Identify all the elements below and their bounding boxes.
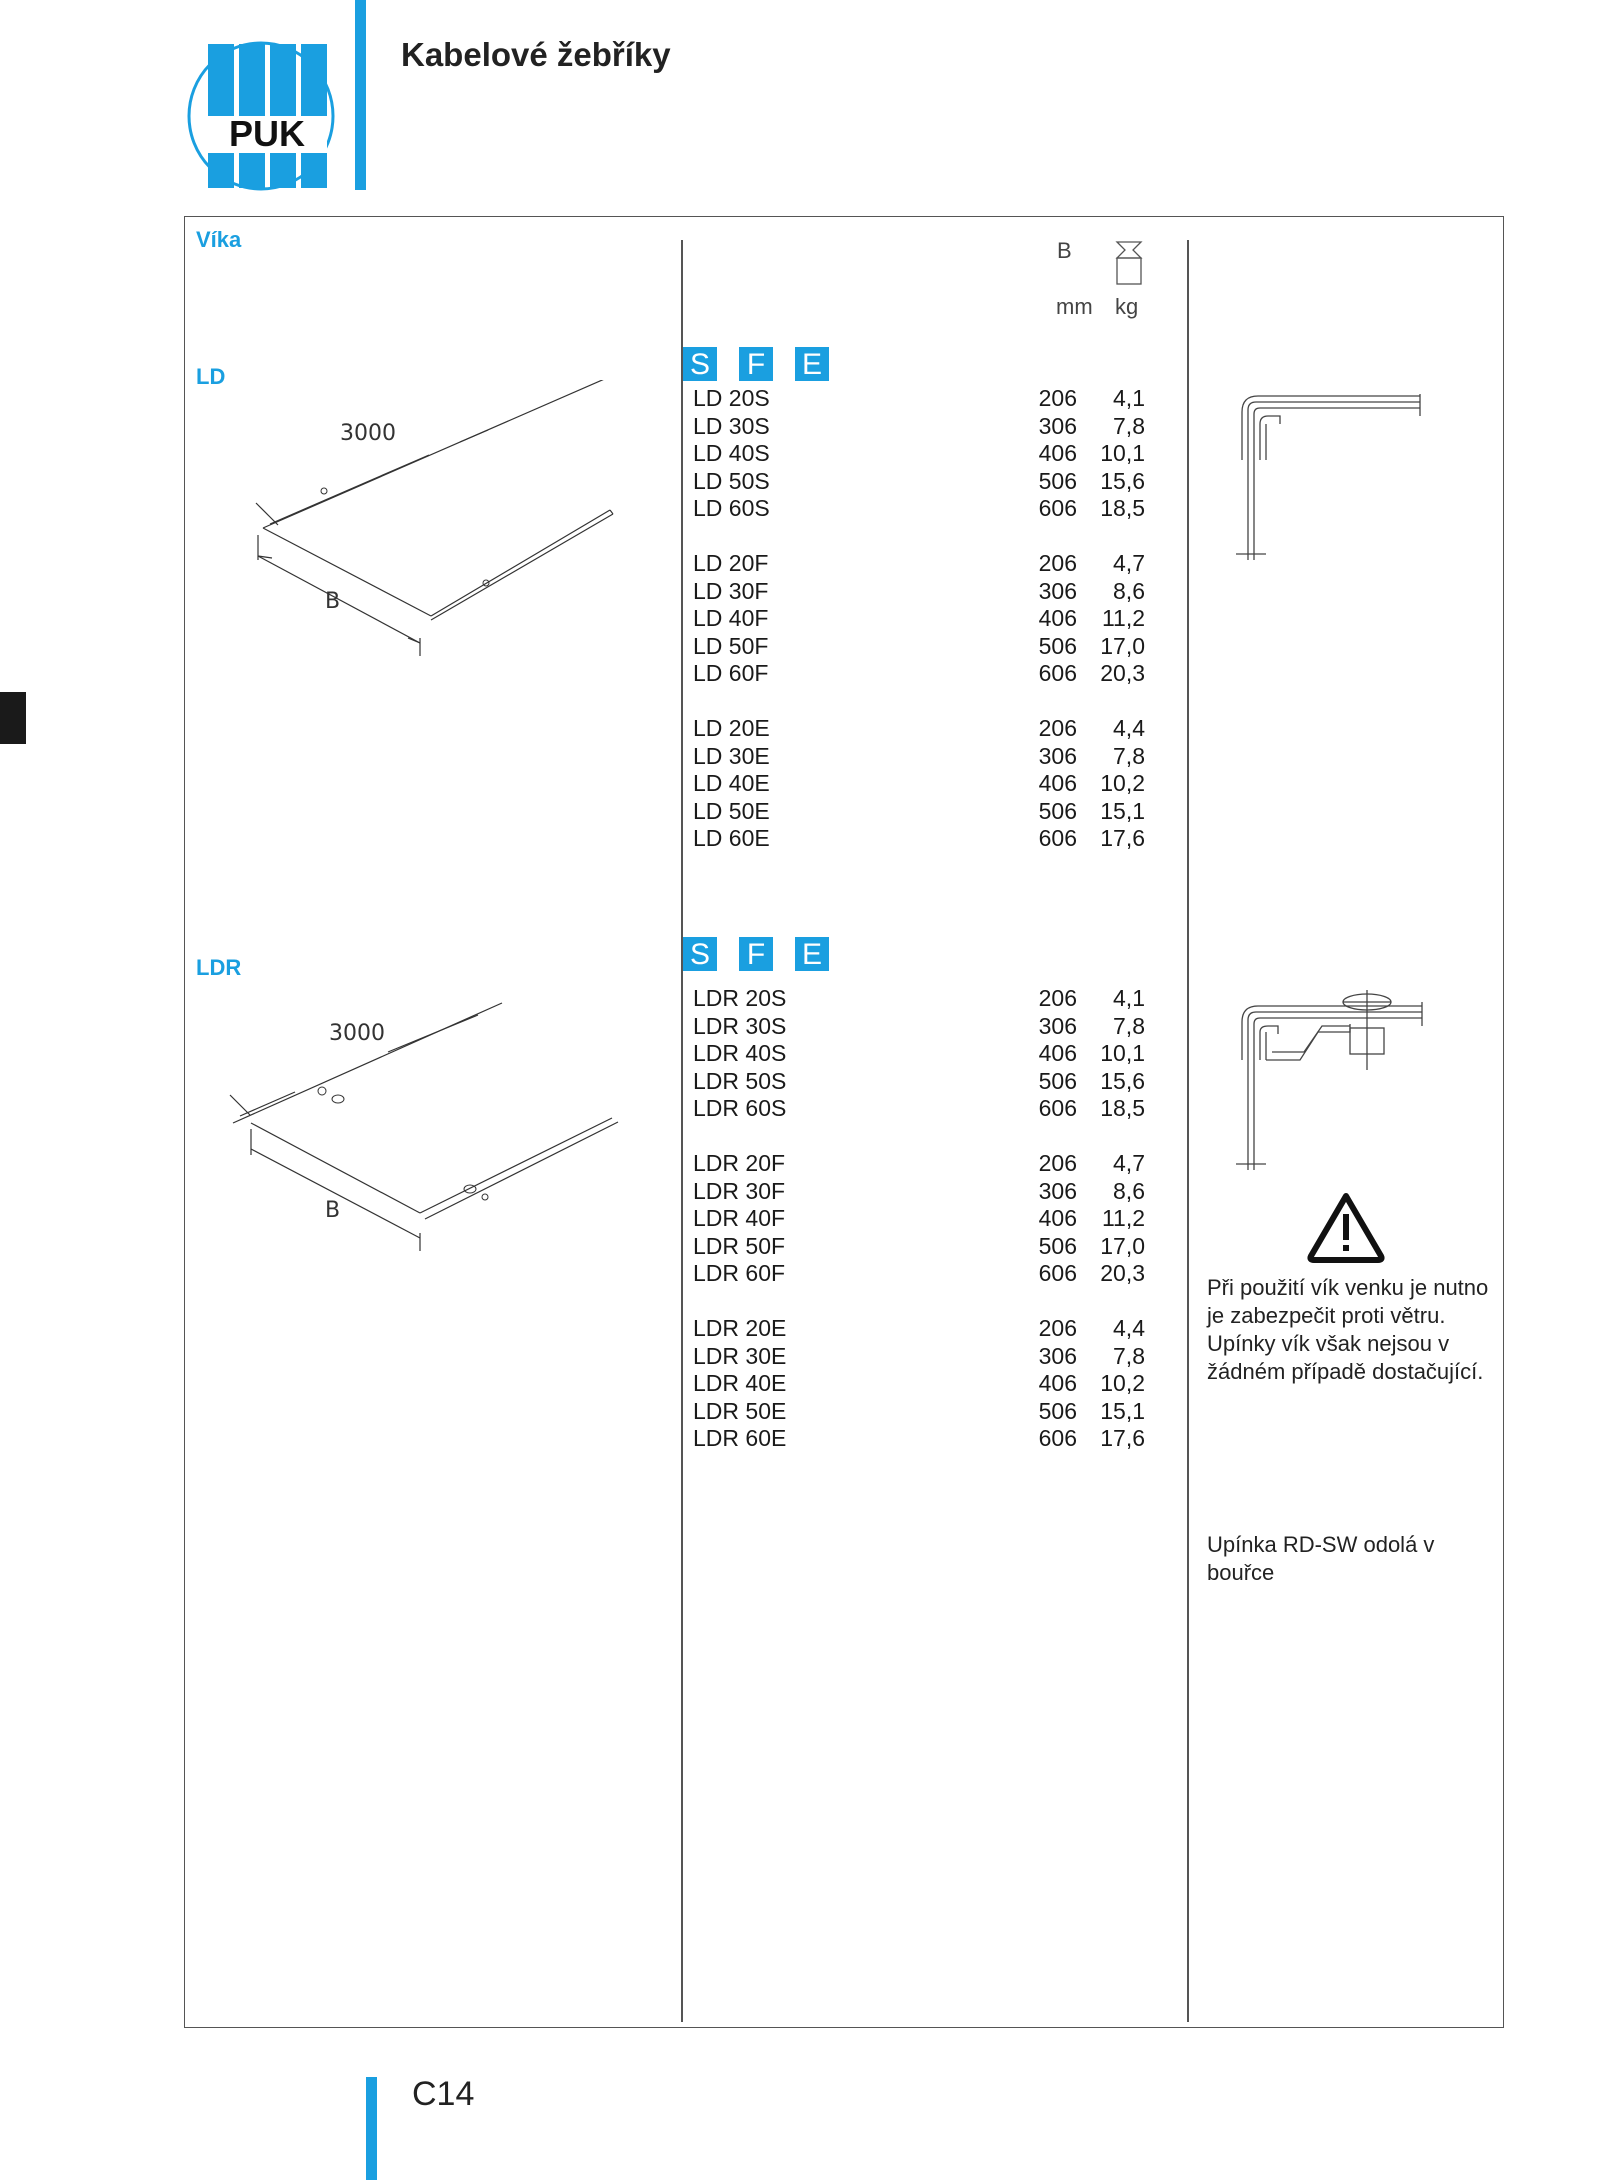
table-row	[693, 495, 1153, 523]
product-code: LDR 30E	[693, 1342, 787, 1369]
product-code: LD 30F	[693, 577, 769, 604]
weight-value: 4,1	[1113, 985, 1145, 1011]
table-row	[693, 1150, 1153, 1178]
width-value: 406	[1038, 770, 1077, 796]
table-row	[693, 1370, 1153, 1398]
product-code: LD 50F	[693, 632, 769, 659]
weight-value: 18,5	[1100, 1095, 1145, 1121]
weight-value: 4,1	[1113, 385, 1145, 411]
weight-value: 7,8	[1113, 742, 1145, 769]
width-value: 406	[1038, 1205, 1077, 1231]
width-value: 606	[1038, 825, 1077, 851]
table-row	[693, 1260, 1153, 1288]
product-code: LDR 50S	[693, 1067, 787, 1094]
weight-value: 7,8	[1113, 1012, 1145, 1039]
product-code: LDR 30F	[693, 1177, 786, 1204]
weight-value: 17,6	[1100, 825, 1145, 851]
table-row	[693, 1040, 1153, 1068]
width-value: 506	[1038, 1232, 1077, 1259]
width-value: 606	[1038, 1425, 1077, 1451]
product-code: LD 60E	[693, 825, 770, 851]
product-code: LD 60S	[693, 495, 770, 521]
badge-finish-f: F	[739, 347, 773, 381]
product-code: LD 20F	[693, 550, 769, 576]
product-code: LD 20E	[693, 715, 770, 741]
weight-value: 8,6	[1113, 1177, 1145, 1204]
logo-text: PUK	[228, 113, 306, 154]
weight-value: 10,1	[1100, 1040, 1145, 1066]
width-value: 506	[1038, 632, 1077, 659]
ldr-clip-profile-drawing	[1200, 980, 1460, 1180]
width-value: 206	[1038, 985, 1077, 1011]
product-code: LDR 40E	[693, 1370, 787, 1396]
width-value: 206	[1038, 1150, 1077, 1176]
product-code: LD 30E	[693, 742, 770, 769]
side-tab-marker	[0, 692, 26, 744]
product-code: LDR 40S	[693, 1040, 787, 1066]
badge-finish-s: S	[683, 347, 717, 381]
weight-value: 4,4	[1113, 715, 1145, 741]
product-code: LDR 20F	[693, 1150, 786, 1176]
weight-value: 11,2	[1101, 1205, 1145, 1231]
badge-finish-e: E	[795, 937, 829, 971]
weight-value: 15,1	[1100, 1397, 1145, 1424]
table-row	[693, 1068, 1153, 1096]
width-value: 406	[1038, 1370, 1077, 1396]
width-value: 206	[1038, 550, 1077, 576]
width-dimension-label: B	[325, 1198, 341, 1223]
width-value: 506	[1038, 797, 1077, 824]
weight-value: 18,5	[1100, 495, 1145, 521]
badge-finish-e: E	[795, 347, 829, 381]
width-value: 506	[1038, 467, 1077, 494]
puk-logo	[186, 40, 336, 192]
width-value: 406	[1038, 605, 1077, 631]
wind-warning-note: Při použití vík venku je nutno je zabezpečit proti větru. Upínky vík však nejsou v žádném případě dostačující.	[1207, 1275, 1489, 1384]
section-label-vika: Víka	[196, 227, 242, 252]
width-value: 306	[1038, 1177, 1077, 1204]
weight-value: 17,0	[1100, 632, 1145, 659]
header-width-unit: mm	[1056, 294, 1093, 319]
width-dimension-label: B	[325, 589, 341, 614]
weight-value: 7,8	[1113, 1342, 1145, 1369]
header-weight-unit: kg	[1115, 294, 1139, 319]
table-row	[693, 1095, 1153, 1123]
table-row	[693, 743, 1153, 771]
weight-value: 20,3	[1100, 660, 1145, 686]
weight-value: 10,2	[1100, 770, 1145, 796]
weight-value: 11,2	[1101, 605, 1145, 631]
table-row	[693, 1315, 1153, 1343]
width-value: 506	[1038, 1067, 1077, 1094]
length-dimension-label: 3000	[329, 1021, 385, 1046]
weight-value: 17,6	[1100, 1425, 1145, 1451]
table-row	[693, 1425, 1153, 1453]
width-value: 306	[1038, 412, 1077, 439]
length-dimension-label: 3000	[340, 421, 396, 446]
weight-value: 10,1	[1100, 440, 1145, 466]
width-value: 206	[1038, 1315, 1077, 1341]
ld-profile-drawing	[1200, 390, 1460, 570]
width-value: 306	[1038, 742, 1077, 769]
weight-value: 20,3	[1100, 1260, 1145, 1286]
weight-value: 7,8	[1113, 412, 1145, 439]
table-row	[693, 798, 1153, 826]
column-divider	[1187, 240, 1189, 2022]
product-code: LD 40E	[693, 770, 770, 796]
clip-storm-note: Upínka RD-SW odolá v bouřce	[1207, 1532, 1435, 1585]
table-row	[693, 1233, 1153, 1261]
weight-value: 8,6	[1113, 577, 1145, 604]
table-row	[693, 468, 1153, 496]
table-row	[693, 605, 1153, 633]
badge-finish-f: F	[739, 937, 773, 971]
width-value: 606	[1038, 1095, 1077, 1121]
table-row	[693, 825, 1153, 853]
table-row	[693, 985, 1153, 1013]
product-code: LD 30S	[693, 412, 770, 439]
width-value: 206	[1038, 385, 1077, 411]
weight-value: 17,0	[1100, 1232, 1145, 1259]
product-code: LD 60F	[693, 660, 769, 686]
product-code: LDR 50E	[693, 1397, 787, 1424]
width-value: 506	[1038, 1397, 1077, 1424]
footer-accent-bar	[366, 2077, 377, 2180]
product-code: LDR 60E	[693, 1425, 787, 1451]
ldr-cover-drawing	[220, 975, 640, 1275]
weight-value: 15,6	[1100, 1067, 1145, 1094]
product-code: LDR 60S	[693, 1095, 787, 1121]
page-title: Kabelové žebříky	[401, 36, 671, 73]
product-code: LDR 20E	[693, 1315, 787, 1341]
weight-value: 4,7	[1113, 1150, 1145, 1176]
table-row	[693, 385, 1153, 413]
width-value: 406	[1038, 440, 1077, 466]
weight-value: 15,1	[1100, 797, 1145, 824]
weight-value: 4,7	[1113, 550, 1145, 576]
table-row	[693, 440, 1153, 468]
table-row	[693, 770, 1153, 798]
width-value: 306	[1038, 577, 1077, 604]
table-row	[693, 1013, 1153, 1041]
product-code: LDR 60F	[693, 1260, 786, 1286]
table-row	[693, 1178, 1153, 1206]
table-row	[693, 715, 1153, 743]
table-row	[693, 413, 1153, 441]
table-row	[693, 633, 1153, 661]
group-label-ld: LD	[196, 364, 226, 389]
header-accent-bar	[355, 0, 366, 190]
table-row	[693, 1398, 1153, 1426]
group-label-ldr: LDR	[196, 955, 242, 980]
weight-value: 10,2	[1100, 1370, 1145, 1396]
width-value: 306	[1038, 1342, 1077, 1369]
table-row	[693, 1205, 1153, 1233]
weight-icon	[1113, 238, 1145, 286]
product-code: LD 40S	[693, 440, 770, 466]
width-value: 406	[1038, 1040, 1077, 1066]
width-value: 306	[1038, 1012, 1077, 1039]
product-code: LDR 50F	[693, 1232, 786, 1259]
width-value: 606	[1038, 495, 1077, 521]
header-width-label: B	[1057, 238, 1072, 263]
page-number: C14	[412, 2075, 475, 2113]
product-code: LD 40F	[693, 605, 769, 631]
width-value: 606	[1038, 660, 1077, 686]
ld-cover-drawing	[220, 380, 640, 680]
table-row	[693, 660, 1153, 688]
table-row	[693, 1343, 1153, 1371]
column-divider	[681, 240, 683, 2022]
badge-finish-s: S	[683, 937, 717, 971]
width-value: 206	[1038, 715, 1077, 741]
product-code: LD 20S	[693, 385, 770, 411]
product-code: LDR 40F	[693, 1205, 786, 1231]
table-row	[693, 578, 1153, 606]
product-code: LD 50E	[693, 797, 770, 824]
product-code: LDR 30S	[693, 1012, 787, 1039]
warning-icon	[1305, 1190, 1387, 1264]
width-value: 606	[1038, 1260, 1077, 1286]
weight-value: 15,6	[1100, 467, 1145, 494]
product-code: LD 50S	[693, 467, 770, 494]
product-code: LDR 20S	[693, 985, 787, 1011]
table-row	[693, 550, 1153, 578]
weight-value: 4,4	[1113, 1315, 1145, 1341]
